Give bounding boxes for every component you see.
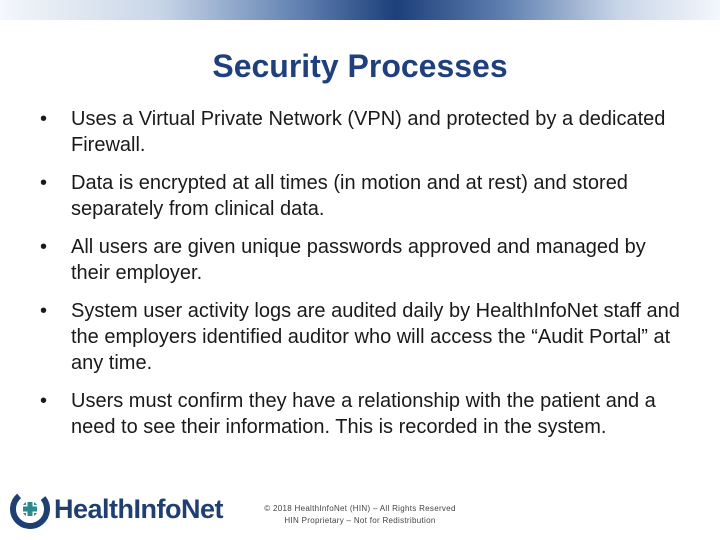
bullet-item bbox=[40, 106, 690, 158]
bullet-dot: • bbox=[40, 108, 48, 130]
bullet-item bbox=[40, 234, 690, 286]
healthinfonet-logo bbox=[10, 489, 223, 529]
logo-mark-icon bbox=[10, 489, 50, 529]
bullet-item bbox=[40, 388, 690, 440]
bullet-text: System user activity logs are audited daily by HealthInfoNet staff and the employers identified auditor who will access the “Audit Portal” at any time. bbox=[71, 300, 680, 374]
bullet-text: Data is encrypted at all times (in motion and at rest) and stored separately from clinical data. bbox=[71, 172, 628, 220]
copyright-text: © 2018 HealthInfoNet (HIN) – All Rights Reserved bbox=[264, 504, 456, 513]
top-gradient-bar bbox=[0, 0, 720, 20]
footer-copyright-block bbox=[240, 503, 480, 527]
bullet-dot: • bbox=[40, 236, 48, 258]
bullet-list bbox=[40, 106, 690, 452]
bullet-dot: • bbox=[40, 390, 48, 412]
bullet-text: All users are given unique passwords approved and managed by their employer. bbox=[71, 236, 646, 284]
bullet-text: Uses a Virtual Private Network (VPN) and protected by a dedicated Firewall. bbox=[71, 108, 666, 156]
bullet-dot: • bbox=[40, 300, 48, 322]
logo-text: HealthInfoNet bbox=[54, 493, 223, 524]
slide-title: Security Processes bbox=[212, 48, 508, 84]
bullet-dot: • bbox=[40, 172, 48, 194]
bullet-item bbox=[40, 170, 690, 222]
proprietary-text: HIN Proprietary – Not for Redistribution bbox=[284, 516, 436, 525]
bullet-item bbox=[40, 298, 690, 376]
bullet-text: Users must confirm they have a relationship with the patient and a need to see their information. This is recorded in the system. bbox=[71, 390, 656, 438]
